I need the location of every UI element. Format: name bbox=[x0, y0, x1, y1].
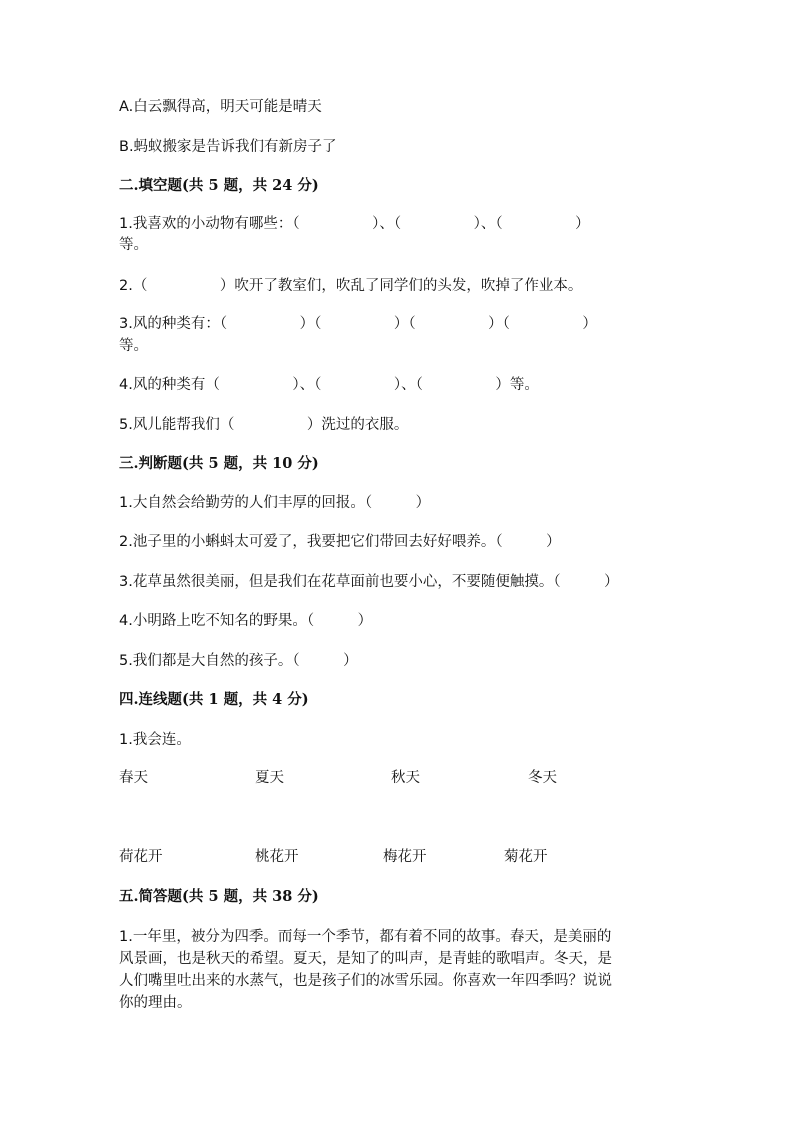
fill-question-4: 4.风的种类有（ ）、（ ）、（ ）等。 bbox=[119, 377, 539, 393]
flower-peach: 桃花开 bbox=[255, 849, 299, 865]
judge-question-2: 2.池子里的小蝌蚪太可爱了，我要把它们带回去好好喂养。（ ） bbox=[119, 534, 561, 550]
choice-option-b: B.蚂蚁搬家是告诉我们有新房子了 bbox=[119, 139, 337, 155]
fill-question-2: 2.（ ）吹开了教室们，吹乱了同学们的头发，吹掉了作业本。 bbox=[119, 278, 583, 294]
judge-question-1: 1.大自然会给勤劳的人们丰厚的回报。（ ） bbox=[119, 495, 431, 511]
judge-section-heading: 三.判断题(共 5 题，共 10 分) bbox=[119, 455, 319, 472]
judge-question-4: 4.小明路上吃不知名的野果。（ ） bbox=[119, 613, 373, 629]
judge-question-5: 5.我们都是大自然的孩子。（ ） bbox=[119, 653, 358, 669]
match-section-heading: 四.连线题(共 1 题，共 4 分) bbox=[119, 691, 309, 708]
flower-chrysanthemum: 菊花开 bbox=[504, 849, 548, 865]
judge-question-3: 3.花草虽然很美丽，但是我们在花草面前也要小心，不要随便触摸。（ ） bbox=[119, 574, 619, 590]
fill-question-3-line-1: 3.风的种类有：（ ）（ ）（ ）（ ） bbox=[119, 316, 597, 332]
flower-plum: 梅花开 bbox=[383, 849, 427, 865]
fill-question-1-line-2: 等。 bbox=[119, 237, 148, 253]
match-question-1: 1.我会连。 bbox=[119, 732, 191, 748]
short-answer-question-1-line-3: 人们嘴里吐出来的水蒸气，也是孩子们的冰雪乐园。你喜欢一年四季吗？说说 bbox=[119, 973, 612, 989]
season-autumn: 秋天 bbox=[391, 770, 420, 786]
short-answer-question-1-line-2: 风景画，也是秋天的希望。夏天，是知了的叫声，是青蛙的歌唱声。冬天，是 bbox=[119, 951, 612, 967]
short-answer-question-1-line-4: 你的理由。 bbox=[119, 995, 192, 1011]
season-winter: 冬天 bbox=[528, 770, 557, 786]
fill-question-3-line-2: 等。 bbox=[119, 338, 148, 354]
season-spring: 春天 bbox=[119, 770, 148, 786]
short-answer-section-heading: 五.简答题(共 5 题，共 38 分) bbox=[119, 888, 319, 905]
flower-lotus: 荷花开 bbox=[119, 849, 163, 865]
fill-question-5: 5.风儿能帮我们（ ）洗过的衣服。 bbox=[119, 417, 409, 433]
short-answer-question-1-line-1: 1.一年里，被分为四季。而每一个季节，都有着不同的故事。春天，是美丽的 bbox=[119, 929, 612, 945]
fill-section-heading: 二.填空题(共 5 题，共 24 分) bbox=[119, 177, 319, 194]
season-summer: 夏天 bbox=[255, 770, 284, 786]
fill-question-1-line-1: 1.我喜欢的小动物有哪些：（ ）、（ ）、（ ） bbox=[119, 216, 590, 232]
choice-option-a: A.白云飘得高，明天可能是晴天 bbox=[119, 99, 322, 115]
